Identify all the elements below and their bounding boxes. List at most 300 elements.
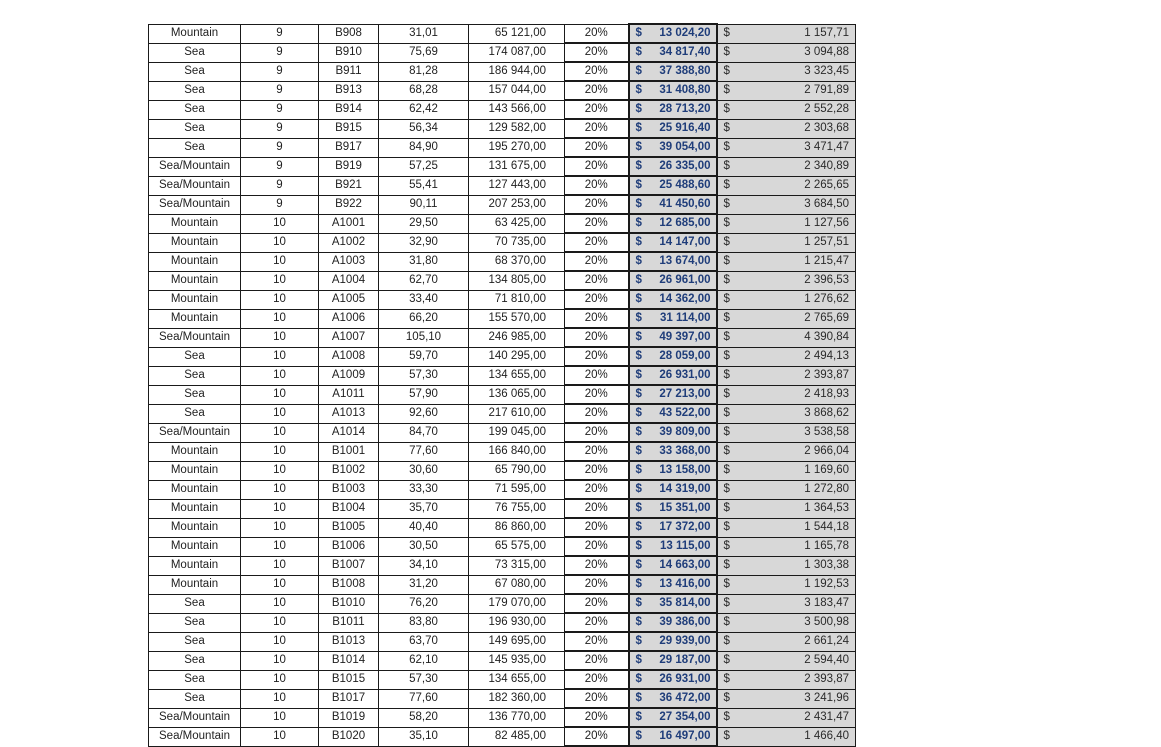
table-row[interactable] — [149, 651, 856, 670]
floor-cell[interactable]: 9 — [241, 62, 319, 81]
deposit-cell[interactable] — [629, 575, 717, 594]
floor-cell[interactable]: 10 — [241, 480, 319, 499]
area-cell[interactable]: 75,69 — [379, 43, 469, 62]
unit-cell[interactable]: A1014 — [319, 423, 379, 442]
area-cell[interactable]: 62,10 — [379, 651, 469, 670]
floor-cell[interactable]: 10 — [241, 613, 319, 632]
deposit-cell[interactable] — [629, 290, 717, 309]
view-cell[interactable]: Sea — [149, 347, 241, 366]
unit-cell[interactable]: B922 — [319, 195, 379, 214]
installment-cell[interactable] — [717, 575, 856, 594]
view-cell[interactable]: Sea — [149, 100, 241, 119]
percent-cell[interactable]: 20% — [565, 404, 629, 423]
deposit-cell[interactable] — [629, 271, 717, 290]
table-row[interactable] — [149, 157, 856, 176]
unit-cell[interactable]: A1011 — [319, 385, 379, 404]
deposit-cell[interactable] — [629, 233, 717, 252]
table-row[interactable] — [149, 214, 856, 233]
installment-cell[interactable] — [717, 518, 856, 537]
unit-cell[interactable]: B1004 — [319, 499, 379, 518]
deposit-cell[interactable] — [629, 62, 717, 81]
price-cell[interactable]: 186 944,00 — [469, 62, 565, 81]
table-row[interactable] — [149, 328, 856, 347]
floor-cell[interactable]: 10 — [241, 252, 319, 271]
unit-cell[interactable]: B914 — [319, 100, 379, 119]
price-cell[interactable]: 140 295,00 — [469, 347, 565, 366]
deposit-cell[interactable] — [629, 670, 717, 689]
percent-cell[interactable]: 20% — [565, 214, 629, 233]
price-cell[interactable]: 65 790,00 — [469, 461, 565, 480]
table-row[interactable] — [149, 24, 856, 43]
deposit-cell[interactable] — [629, 480, 717, 499]
price-cell[interactable]: 71 810,00 — [469, 290, 565, 309]
unit-cell[interactable]: B1001 — [319, 442, 379, 461]
unit-cell[interactable]: B1007 — [319, 556, 379, 575]
floor-cell[interactable]: 10 — [241, 385, 319, 404]
area-cell[interactable]: 66,20 — [379, 309, 469, 328]
floor-cell[interactable]: 10 — [241, 556, 319, 575]
unit-cell[interactable]: B1006 — [319, 537, 379, 556]
table-row[interactable] — [149, 271, 856, 290]
unit-cell[interactable]: A1006 — [319, 309, 379, 328]
area-cell[interactable]: 76,20 — [379, 594, 469, 613]
unit-cell[interactable]: B921 — [319, 176, 379, 195]
unit-cell[interactable]: B919 — [319, 157, 379, 176]
price-cell[interactable]: 65 575,00 — [469, 537, 565, 556]
floor-cell[interactable]: 9 — [241, 119, 319, 138]
deposit-cell[interactable] — [629, 119, 717, 138]
unit-cell[interactable]: B1002 — [319, 461, 379, 480]
price-cell[interactable]: 174 087,00 — [469, 43, 565, 62]
percent-cell[interactable]: 20% — [565, 727, 629, 746]
unit-cell[interactable]: B1014 — [319, 651, 379, 670]
unit-cell[interactable]: A1009 — [319, 366, 379, 385]
unit-cell[interactable]: A1002 — [319, 233, 379, 252]
table-row[interactable] — [149, 556, 856, 575]
price-cell[interactable]: 134 655,00 — [469, 366, 565, 385]
installment-cell[interactable] — [717, 651, 856, 670]
installment-cell[interactable] — [717, 176, 856, 195]
floor-cell[interactable]: 9 — [241, 24, 319, 43]
percent-cell[interactable]: 20% — [565, 518, 629, 537]
area-cell[interactable]: 29,50 — [379, 214, 469, 233]
deposit-cell[interactable] — [629, 81, 717, 100]
area-cell[interactable]: 34,10 — [379, 556, 469, 575]
percent-cell[interactable]: 20% — [565, 24, 629, 43]
unit-cell[interactable]: B1011 — [319, 613, 379, 632]
deposit-cell[interactable] — [629, 176, 717, 195]
unit-cell[interactable]: B913 — [319, 81, 379, 100]
floor-cell[interactable]: 10 — [241, 499, 319, 518]
installment-cell[interactable] — [717, 727, 856, 746]
installment-cell[interactable] — [717, 442, 856, 461]
view-cell[interactable]: Mountain — [149, 290, 241, 309]
deposit-cell[interactable] — [629, 442, 717, 461]
view-cell[interactable]: Mountain — [149, 271, 241, 290]
table-row[interactable] — [149, 632, 856, 651]
view-cell[interactable]: Mountain — [149, 480, 241, 499]
price-cell[interactable]: 182 360,00 — [469, 689, 565, 708]
floor-cell[interactable]: 10 — [241, 461, 319, 480]
view-cell[interactable]: Sea/Mountain — [149, 195, 241, 214]
unit-cell[interactable]: B917 — [319, 138, 379, 157]
percent-cell[interactable]: 20% — [565, 62, 629, 81]
floor-cell[interactable]: 10 — [241, 670, 319, 689]
table-row[interactable] — [149, 290, 856, 309]
area-cell[interactable]: 35,70 — [379, 499, 469, 518]
area-cell[interactable]: 32,90 — [379, 233, 469, 252]
area-cell[interactable]: 57,30 — [379, 670, 469, 689]
view-cell[interactable]: Sea — [149, 632, 241, 651]
installment-cell[interactable] — [717, 290, 856, 309]
area-cell[interactable]: 57,90 — [379, 385, 469, 404]
floor-cell[interactable]: 10 — [241, 366, 319, 385]
installment-cell[interactable] — [717, 81, 856, 100]
percent-cell[interactable]: 20% — [565, 309, 629, 328]
table-row[interactable] — [149, 499, 856, 518]
deposit-cell[interactable] — [629, 366, 717, 385]
percent-cell[interactable]: 20% — [565, 100, 629, 119]
percent-cell[interactable]: 20% — [565, 499, 629, 518]
unit-cell[interactable]: A1003 — [319, 252, 379, 271]
installment-cell[interactable] — [717, 499, 856, 518]
percent-cell[interactable]: 20% — [565, 385, 629, 404]
price-cell[interactable]: 76 755,00 — [469, 499, 565, 518]
price-cell[interactable]: 155 570,00 — [469, 309, 565, 328]
percent-cell[interactable]: 20% — [565, 556, 629, 575]
price-cell[interactable]: 157 044,00 — [469, 81, 565, 100]
floor-cell[interactable]: 10 — [241, 537, 319, 556]
area-cell[interactable]: 35,10 — [379, 727, 469, 746]
unit-cell[interactable]: A1001 — [319, 214, 379, 233]
deposit-cell[interactable] — [629, 518, 717, 537]
table-row[interactable] — [149, 518, 856, 537]
percent-cell[interactable]: 20% — [565, 442, 629, 461]
view-cell[interactable]: Sea — [149, 138, 241, 157]
view-cell[interactable]: Sea — [149, 385, 241, 404]
view-cell[interactable]: Sea/Mountain — [149, 176, 241, 195]
unit-cell[interactable]: B1019 — [319, 708, 379, 727]
view-cell[interactable]: Sea/Mountain — [149, 423, 241, 442]
unit-cell[interactable]: B911 — [319, 62, 379, 81]
area-cell[interactable]: 31,80 — [379, 252, 469, 271]
deposit-cell[interactable] — [629, 309, 717, 328]
area-cell[interactable]: 58,20 — [379, 708, 469, 727]
area-cell[interactable]: 77,60 — [379, 442, 469, 461]
installment-cell[interactable] — [717, 385, 856, 404]
price-cell[interactable]: 127 443,00 — [469, 176, 565, 195]
table-row[interactable] — [149, 233, 856, 252]
deposit-cell[interactable] — [629, 328, 717, 347]
table-row[interactable] — [149, 119, 856, 138]
installment-cell[interactable] — [717, 195, 856, 214]
installment-cell[interactable] — [717, 366, 856, 385]
percent-cell[interactable]: 20% — [565, 537, 629, 556]
installment-cell[interactable] — [717, 423, 856, 442]
percent-cell[interactable]: 20% — [565, 632, 629, 651]
installment-cell[interactable] — [717, 119, 856, 138]
unit-cell[interactable]: B1010 — [319, 594, 379, 613]
area-cell[interactable]: 33,30 — [379, 480, 469, 499]
floor-cell[interactable]: 10 — [241, 271, 319, 290]
table-row[interactable] — [149, 594, 856, 613]
view-cell[interactable]: Mountain — [149, 499, 241, 518]
table-row[interactable] — [149, 575, 856, 594]
table-row[interactable] — [149, 347, 856, 366]
deposit-cell[interactable] — [629, 43, 717, 62]
floor-cell[interactable]: 9 — [241, 195, 319, 214]
unit-cell[interactable]: A1005 — [319, 290, 379, 309]
percent-cell[interactable]: 20% — [565, 594, 629, 613]
view-cell[interactable]: Sea — [149, 689, 241, 708]
table-row[interactable] — [149, 62, 856, 81]
table-row[interactable] — [149, 81, 856, 100]
unit-cell[interactable]: B910 — [319, 43, 379, 62]
price-cell[interactable]: 70 735,00 — [469, 233, 565, 252]
percent-cell[interactable]: 20% — [565, 670, 629, 689]
installment-cell[interactable] — [717, 613, 856, 632]
table-row[interactable] — [149, 309, 856, 328]
installment-cell[interactable] — [717, 328, 856, 347]
installment-cell[interactable] — [717, 309, 856, 328]
percent-cell[interactable]: 20% — [565, 575, 629, 594]
installment-cell[interactable] — [717, 233, 856, 252]
deposit-cell[interactable] — [629, 689, 717, 708]
area-cell[interactable]: 40,40 — [379, 518, 469, 537]
unit-cell[interactable]: A1004 — [319, 271, 379, 290]
view-cell[interactable]: Mountain — [149, 537, 241, 556]
view-cell[interactable]: Sea/Mountain — [149, 157, 241, 176]
installment-cell[interactable] — [717, 138, 856, 157]
view-cell[interactable]: Sea — [149, 613, 241, 632]
view-cell[interactable]: Mountain — [149, 556, 241, 575]
area-cell[interactable]: 31,01 — [379, 24, 469, 43]
unit-cell[interactable]: B1020 — [319, 727, 379, 746]
area-cell[interactable]: 31,20 — [379, 575, 469, 594]
deposit-cell[interactable] — [629, 214, 717, 233]
price-cell[interactable]: 68 370,00 — [469, 252, 565, 271]
price-cell[interactable]: 149 695,00 — [469, 632, 565, 651]
area-cell[interactable]: 30,60 — [379, 461, 469, 480]
view-cell[interactable]: Mountain — [149, 309, 241, 328]
view-cell[interactable]: Sea — [149, 62, 241, 81]
floor-cell[interactable]: 10 — [241, 309, 319, 328]
table-row[interactable] — [149, 252, 856, 271]
unit-cell[interactable]: A1008 — [319, 347, 379, 366]
view-cell[interactable]: Mountain — [149, 214, 241, 233]
table-row[interactable] — [149, 43, 856, 62]
price-cell[interactable]: 65 121,00 — [469, 24, 565, 43]
view-cell[interactable]: Sea — [149, 404, 241, 423]
table-row[interactable] — [149, 727, 856, 746]
percent-cell[interactable]: 20% — [565, 328, 629, 347]
floor-cell[interactable]: 10 — [241, 347, 319, 366]
table-row[interactable] — [149, 100, 856, 119]
view-cell[interactable]: Sea — [149, 119, 241, 138]
area-cell[interactable]: 63,70 — [379, 632, 469, 651]
installment-cell[interactable] — [717, 100, 856, 119]
percent-cell[interactable]: 20% — [565, 157, 629, 176]
deposit-cell[interactable] — [629, 727, 717, 746]
floor-cell[interactable]: 10 — [241, 290, 319, 309]
deposit-cell[interactable] — [629, 138, 717, 157]
view-cell[interactable]: Mountain — [149, 24, 241, 43]
area-cell[interactable]: 57,30 — [379, 366, 469, 385]
table-row[interactable] — [149, 385, 856, 404]
price-cell[interactable]: 143 566,00 — [469, 100, 565, 119]
price-cell[interactable]: 246 985,00 — [469, 328, 565, 347]
price-cell[interactable]: 82 485,00 — [469, 727, 565, 746]
table-row[interactable] — [149, 404, 856, 423]
percent-cell[interactable]: 20% — [565, 423, 629, 442]
deposit-cell[interactable] — [629, 594, 717, 613]
area-cell[interactable]: 84,70 — [379, 423, 469, 442]
deposit-cell[interactable] — [629, 651, 717, 670]
area-cell[interactable]: 68,28 — [379, 81, 469, 100]
floor-cell[interactable]: 10 — [241, 423, 319, 442]
table-row[interactable] — [149, 138, 856, 157]
table-row[interactable] — [149, 461, 856, 480]
installment-cell[interactable] — [717, 537, 856, 556]
price-cell[interactable]: 136 770,00 — [469, 708, 565, 727]
price-cell[interactable]: 217 610,00 — [469, 404, 565, 423]
table-row[interactable] — [149, 670, 856, 689]
deposit-cell[interactable] — [629, 24, 717, 43]
price-cell[interactable]: 134 655,00 — [469, 670, 565, 689]
table-row[interactable] — [149, 537, 856, 556]
view-cell[interactable]: Mountain — [149, 461, 241, 480]
area-cell[interactable]: 62,42 — [379, 100, 469, 119]
area-cell[interactable]: 90,11 — [379, 195, 469, 214]
percent-cell[interactable]: 20% — [565, 651, 629, 670]
percent-cell[interactable]: 20% — [565, 347, 629, 366]
installment-cell[interactable] — [717, 670, 856, 689]
installment-cell[interactable] — [717, 708, 856, 727]
area-cell[interactable]: 77,60 — [379, 689, 469, 708]
deposit-cell[interactable] — [629, 556, 717, 575]
floor-cell[interactable]: 10 — [241, 214, 319, 233]
view-cell[interactable]: Sea — [149, 43, 241, 62]
price-cell[interactable]: 136 065,00 — [469, 385, 565, 404]
floor-cell[interactable]: 9 — [241, 157, 319, 176]
area-cell[interactable]: 105,10 — [379, 328, 469, 347]
price-cell[interactable]: 166 840,00 — [469, 442, 565, 461]
floor-cell[interactable]: 10 — [241, 404, 319, 423]
unit-cell[interactable]: B1005 — [319, 518, 379, 537]
view-cell[interactable]: Mountain — [149, 252, 241, 271]
unit-cell[interactable]: A1007 — [319, 328, 379, 347]
floor-cell[interactable]: 10 — [241, 651, 319, 670]
installment-cell[interactable] — [717, 157, 856, 176]
percent-cell[interactable]: 20% — [565, 271, 629, 290]
view-cell[interactable]: Sea — [149, 81, 241, 100]
price-cell[interactable]: 145 935,00 — [469, 651, 565, 670]
table-row[interactable] — [149, 613, 856, 632]
table-row[interactable] — [149, 689, 856, 708]
percent-cell[interactable]: 20% — [565, 366, 629, 385]
deposit-cell[interactable] — [629, 613, 717, 632]
unit-cell[interactable]: B1008 — [319, 575, 379, 594]
area-cell[interactable]: 33,40 — [379, 290, 469, 309]
area-cell[interactable]: 81,28 — [379, 62, 469, 81]
floor-cell[interactable]: 10 — [241, 442, 319, 461]
area-cell[interactable]: 92,60 — [379, 404, 469, 423]
percent-cell[interactable]: 20% — [565, 252, 629, 271]
unit-cell[interactable]: B908 — [319, 24, 379, 43]
percent-cell[interactable]: 20% — [565, 176, 629, 195]
table-row[interactable] — [149, 423, 856, 442]
floor-cell[interactable]: 10 — [241, 708, 319, 727]
floor-cell[interactable]: 10 — [241, 328, 319, 347]
unit-cell[interactable]: B1015 — [319, 670, 379, 689]
deposit-cell[interactable] — [629, 385, 717, 404]
floor-cell[interactable]: 10 — [241, 632, 319, 651]
deposit-cell[interactable] — [629, 537, 717, 556]
installment-cell[interactable] — [717, 404, 856, 423]
installment-cell[interactable] — [717, 632, 856, 651]
price-cell[interactable]: 131 675,00 — [469, 157, 565, 176]
view-cell[interactable]: Sea/Mountain — [149, 328, 241, 347]
area-cell[interactable]: 55,41 — [379, 176, 469, 195]
view-cell[interactable]: Mountain — [149, 518, 241, 537]
area-cell[interactable]: 83,80 — [379, 613, 469, 632]
percent-cell[interactable]: 20% — [565, 233, 629, 252]
table-row[interactable] — [149, 442, 856, 461]
table-row[interactable] — [149, 195, 856, 214]
area-cell[interactable]: 30,50 — [379, 537, 469, 556]
floor-cell[interactable]: 9 — [241, 100, 319, 119]
deposit-cell[interactable] — [629, 157, 717, 176]
floor-cell[interactable]: 10 — [241, 233, 319, 252]
percent-cell[interactable]: 20% — [565, 708, 629, 727]
installment-cell[interactable] — [717, 214, 856, 233]
floor-cell[interactable]: 10 — [241, 575, 319, 594]
unit-cell[interactable]: A1013 — [319, 404, 379, 423]
percent-cell[interactable]: 20% — [565, 613, 629, 632]
unit-cell[interactable]: B915 — [319, 119, 379, 138]
unit-cell[interactable]: B1003 — [319, 480, 379, 499]
area-cell[interactable]: 62,70 — [379, 271, 469, 290]
floor-cell[interactable]: 10 — [241, 594, 319, 613]
deposit-cell[interactable] — [629, 195, 717, 214]
floor-cell[interactable]: 10 — [241, 727, 319, 746]
floor-cell[interactable]: 9 — [241, 43, 319, 62]
installment-cell[interactable] — [717, 24, 856, 43]
price-cell[interactable]: 199 045,00 — [469, 423, 565, 442]
deposit-cell[interactable] — [629, 423, 717, 442]
installment-cell[interactable] — [717, 689, 856, 708]
percent-cell[interactable]: 20% — [565, 81, 629, 100]
floor-cell[interactable]: 9 — [241, 138, 319, 157]
view-cell[interactable]: Sea — [149, 594, 241, 613]
deposit-cell[interactable] — [629, 632, 717, 651]
deposit-cell[interactable] — [629, 499, 717, 518]
deposit-cell[interactable] — [629, 708, 717, 727]
installment-cell[interactable] — [717, 594, 856, 613]
deposit-cell[interactable] — [629, 404, 717, 423]
area-cell[interactable]: 56,34 — [379, 119, 469, 138]
table-row[interactable] — [149, 176, 856, 195]
view-cell[interactable]: Mountain — [149, 233, 241, 252]
installment-cell[interactable] — [717, 347, 856, 366]
view-cell[interactable]: Sea/Mountain — [149, 708, 241, 727]
view-cell[interactable]: Mountain — [149, 442, 241, 461]
deposit-cell[interactable] — [629, 252, 717, 271]
area-cell[interactable]: 57,25 — [379, 157, 469, 176]
price-cell[interactable]: 134 805,00 — [469, 271, 565, 290]
table-row[interactable] — [149, 708, 856, 727]
price-cell[interactable]: 73 315,00 — [469, 556, 565, 575]
